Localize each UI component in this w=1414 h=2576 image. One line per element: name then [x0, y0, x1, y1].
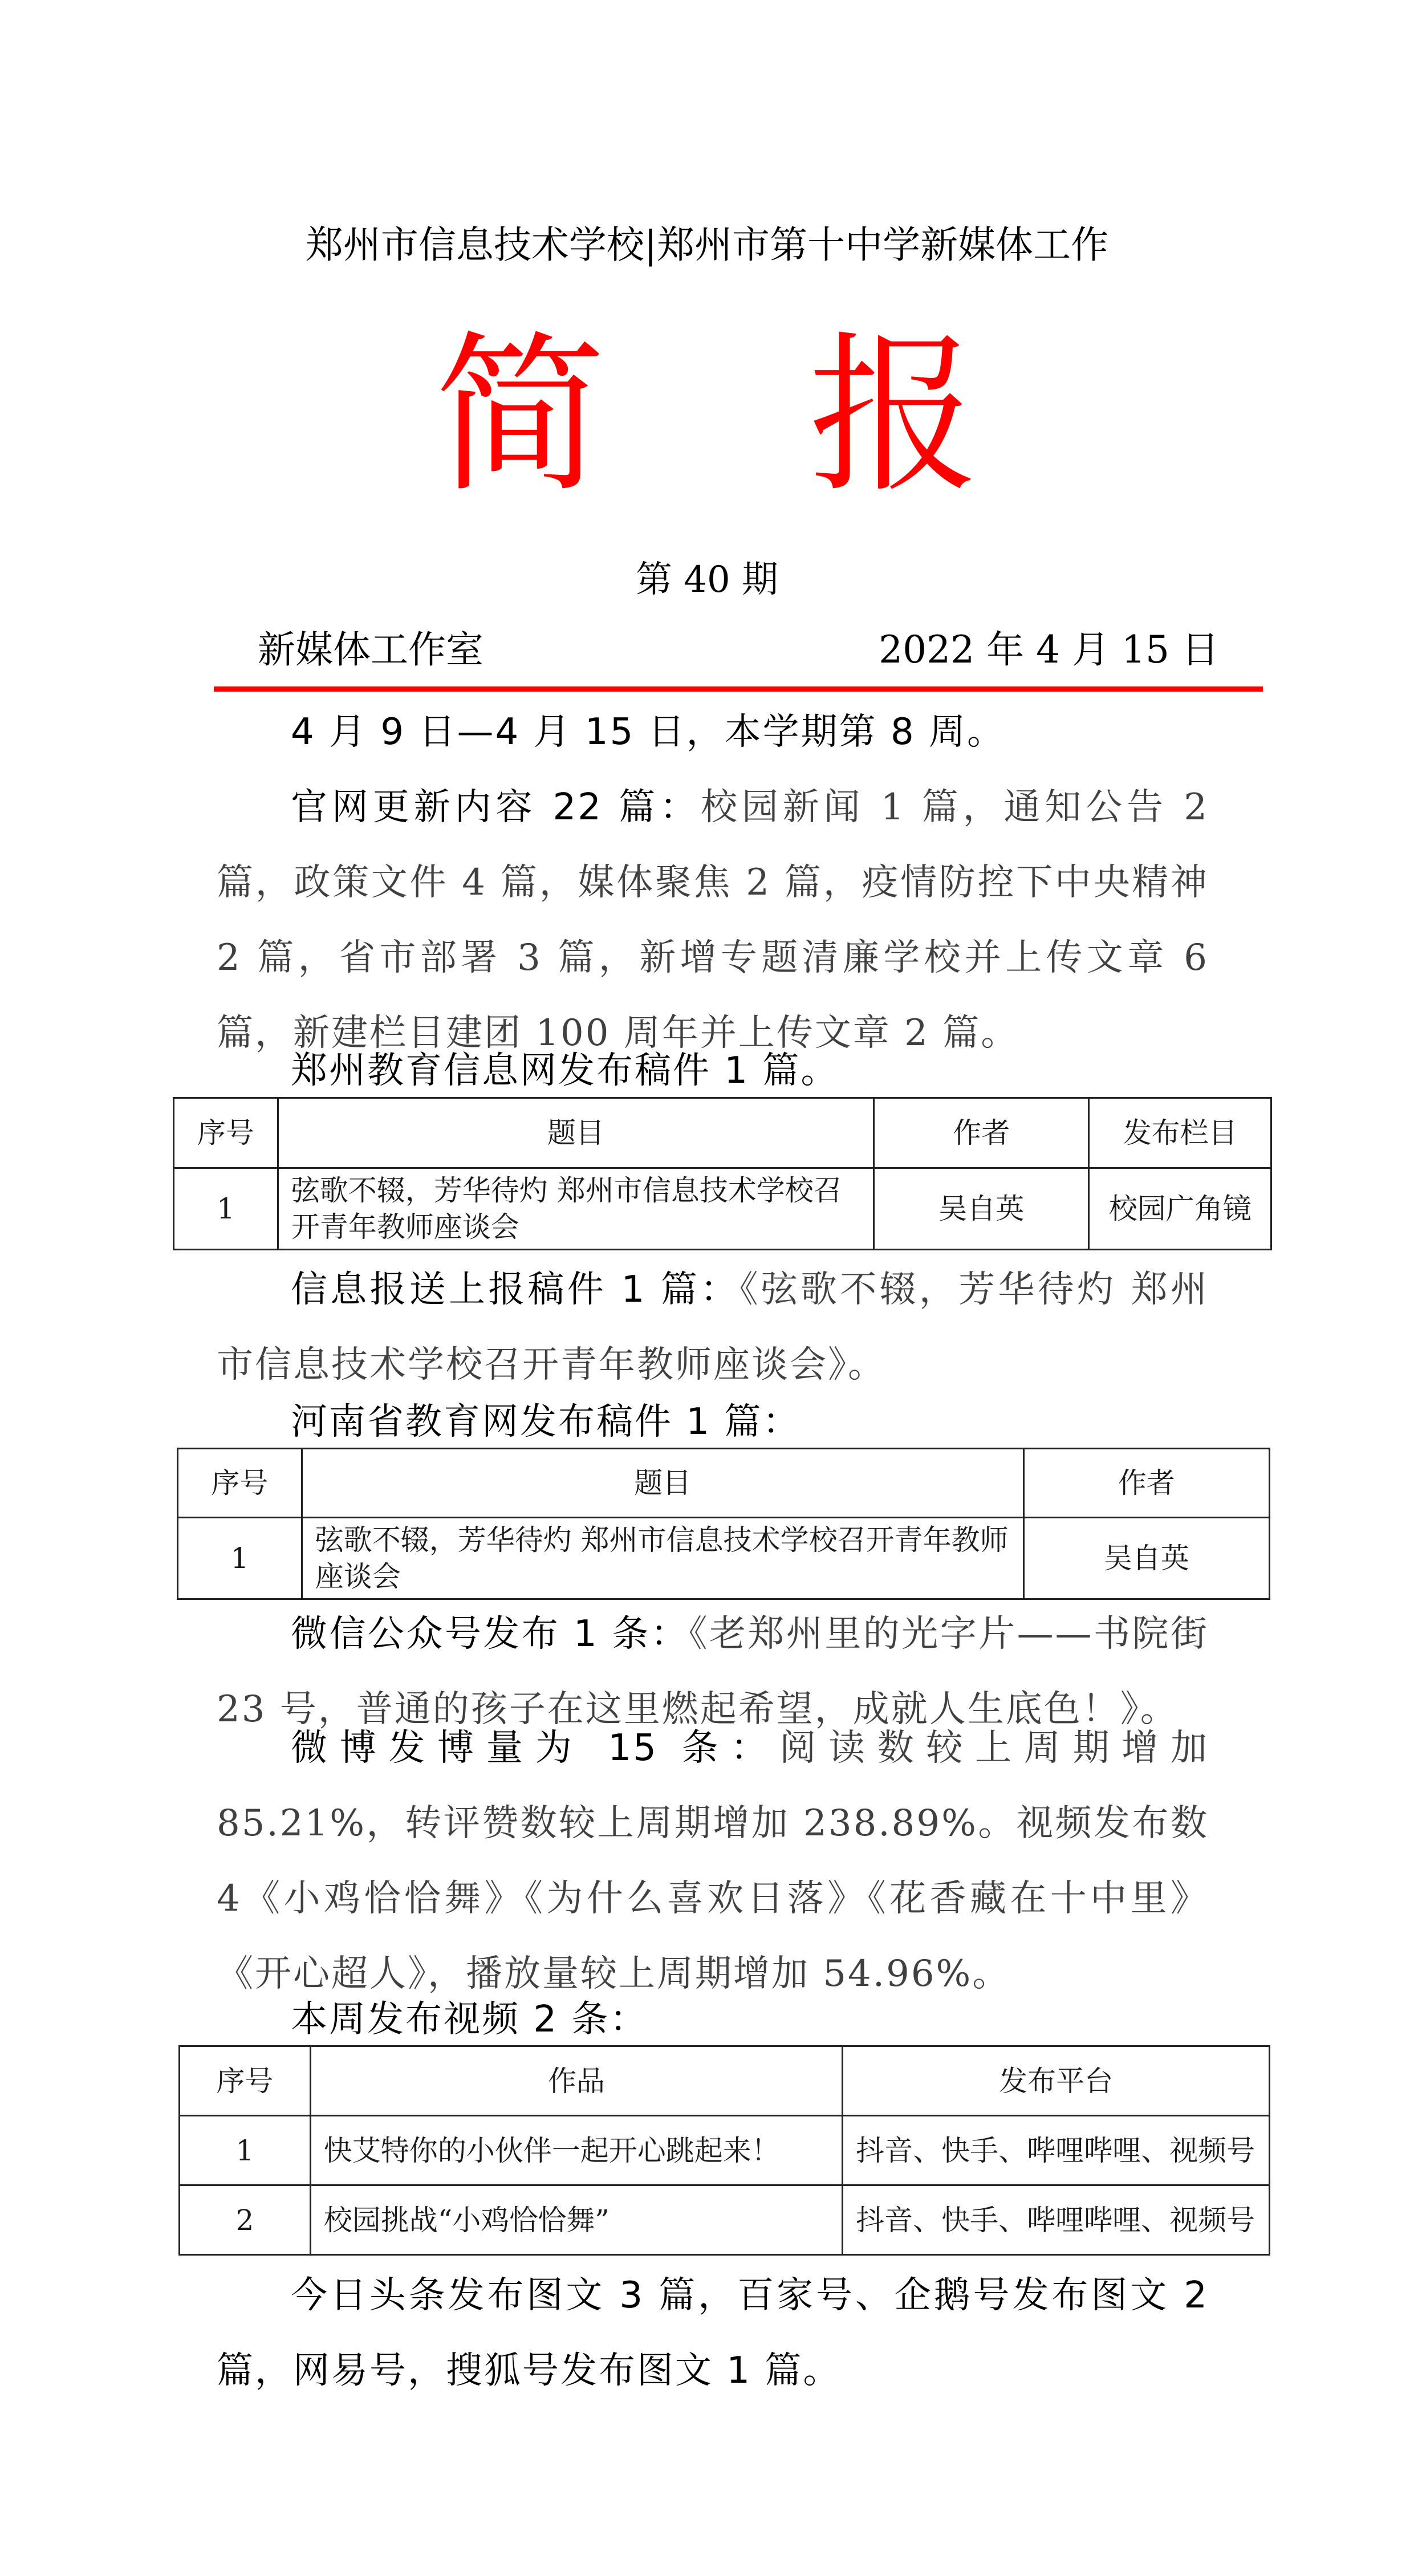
table-cell: 1: [178, 1518, 302, 1599]
table-row: [180, 2116, 1270, 2185]
header-rule: [214, 686, 1263, 692]
table-cell: 抖音、快手、哔哩哔哩、视频号: [843, 2116, 1270, 2185]
website-lead: 官网更新内容 22 篇：: [291, 786, 701, 828]
department-name: 新媒体工作室: [258, 628, 483, 672]
info-report-paragraph: [217, 1252, 1209, 1403]
wechat-text: 《老郑州里的光字片——书院街 23 号，普通的孩子在这里燃起希望，成就人生底色！》。: [217, 1613, 1209, 1730]
table-row: [178, 1518, 1270, 1599]
column-header: 发布栏目: [1089, 1098, 1271, 1168]
website-paragraph: [217, 770, 1209, 1071]
weibo-lead: 微博发博量为 15 条：: [291, 1727, 780, 1769]
table-cell: 1: [180, 2116, 311, 2185]
column-header: 序号: [174, 1098, 278, 1168]
column-header: 作品: [310, 2046, 842, 2116]
table-cell: 快艾特你的小伙伴一起开心跳起来！: [310, 2116, 842, 2185]
table-cell: 抖音、快手、哔哩哔哩、视频号: [843, 2185, 1270, 2255]
bulletin-title: 简 报: [434, 316, 1054, 515]
videos-table: [178, 2045, 1270, 2256]
website-text: 校园新闻 1 篇，通知公告 2 篇，政策文件 4 篇，媒体聚焦 2 篇，疫情防控下中央精神 2 篇，省市部署 3 篇，新增专题清廉学校并上传文章 6 篇，新建栏目建团 100 周年并上传文章 2 篇。: [217, 786, 1209, 1054]
henan-edu-table: [177, 1448, 1270, 1600]
table-cell: 1: [174, 1168, 278, 1250]
header-organization: 郑州市信息技术学校|郑州市第十中学新媒体工作: [305, 223, 1109, 267]
issue-date: 2022 年 4 月 15 日: [879, 628, 1219, 672]
zz-edu-table: [173, 1097, 1272, 1250]
table-header-row: [180, 2046, 1270, 2116]
weibo-paragraph: [217, 1710, 1209, 2012]
table-cell: 2: [180, 2185, 311, 2255]
table-row: [180, 2185, 1270, 2255]
table-cell: 吴自英: [874, 1168, 1089, 1250]
table-cell: 吴自英: [1023, 1518, 1269, 1599]
column-header: 作者: [874, 1098, 1089, 1168]
table-cell: 弦歌不辍，芳华待灼 郑州市信息技术学校召开青年教师座谈会: [278, 1168, 873, 1250]
info-report-text: 《弦歌不辍，芳华待灼 郑州市信息技术学校召开青年教师座谈会》。: [217, 1269, 1209, 1386]
column-header: 作者: [1023, 1449, 1269, 1518]
issue-number: 第 40 期: [635, 559, 779, 601]
weibo-text: 阅读数较上周期增加 85.21%，转评赞数较上周期增加 238.89%。视频发布数 4《小鸡恰恰舞》《为什么喜欢日落》《花香藏在十中里》《开心超人》，播放量较上周期增加 54.96%。: [217, 1727, 1209, 1995]
henan-edu-lead: 河南省教育网发布稿件 1 篇：: [291, 1401, 801, 1443]
column-header: 题目: [302, 1449, 1023, 1518]
column-header: 序号: [178, 1449, 302, 1518]
column-header: 题目: [278, 1098, 873, 1168]
table-header-row: [178, 1449, 1270, 1518]
zz-edu-lead: 郑州教育信息网发布稿件 1 篇。: [291, 1050, 839, 1092]
toutiao-paragraph: 今日头条发布图文 3 篇，百家号、企鹅号发布图文 2 篇，网易号，搜狐号发布图文 1 篇。: [217, 2274, 1209, 2392]
week-line: 4 月 9 日—4 月 15 日，本学期第 8 周。: [291, 711, 1006, 753]
table-row: [174, 1168, 1271, 1250]
wechat-lead: 微信公众号发布 1 条：: [291, 1613, 689, 1655]
table-header-row: [174, 1098, 1271, 1168]
column-header: 发布平台: [843, 2046, 1270, 2116]
info-report-lead: 信息报送上报稿件 1 篇：: [291, 1269, 740, 1311]
table-cell: 弦歌不辍，芳华待灼 郑州市信息技术学校召开青年教师座谈会: [302, 1518, 1023, 1599]
table-cell: 校园挑战“小鸡恰恰舞”: [310, 2185, 842, 2255]
table-cell: 校园广角镜: [1089, 1168, 1271, 1250]
column-header: 序号: [180, 2046, 311, 2116]
videos-lead: 本周发布视频 2 条：: [291, 1998, 648, 2041]
